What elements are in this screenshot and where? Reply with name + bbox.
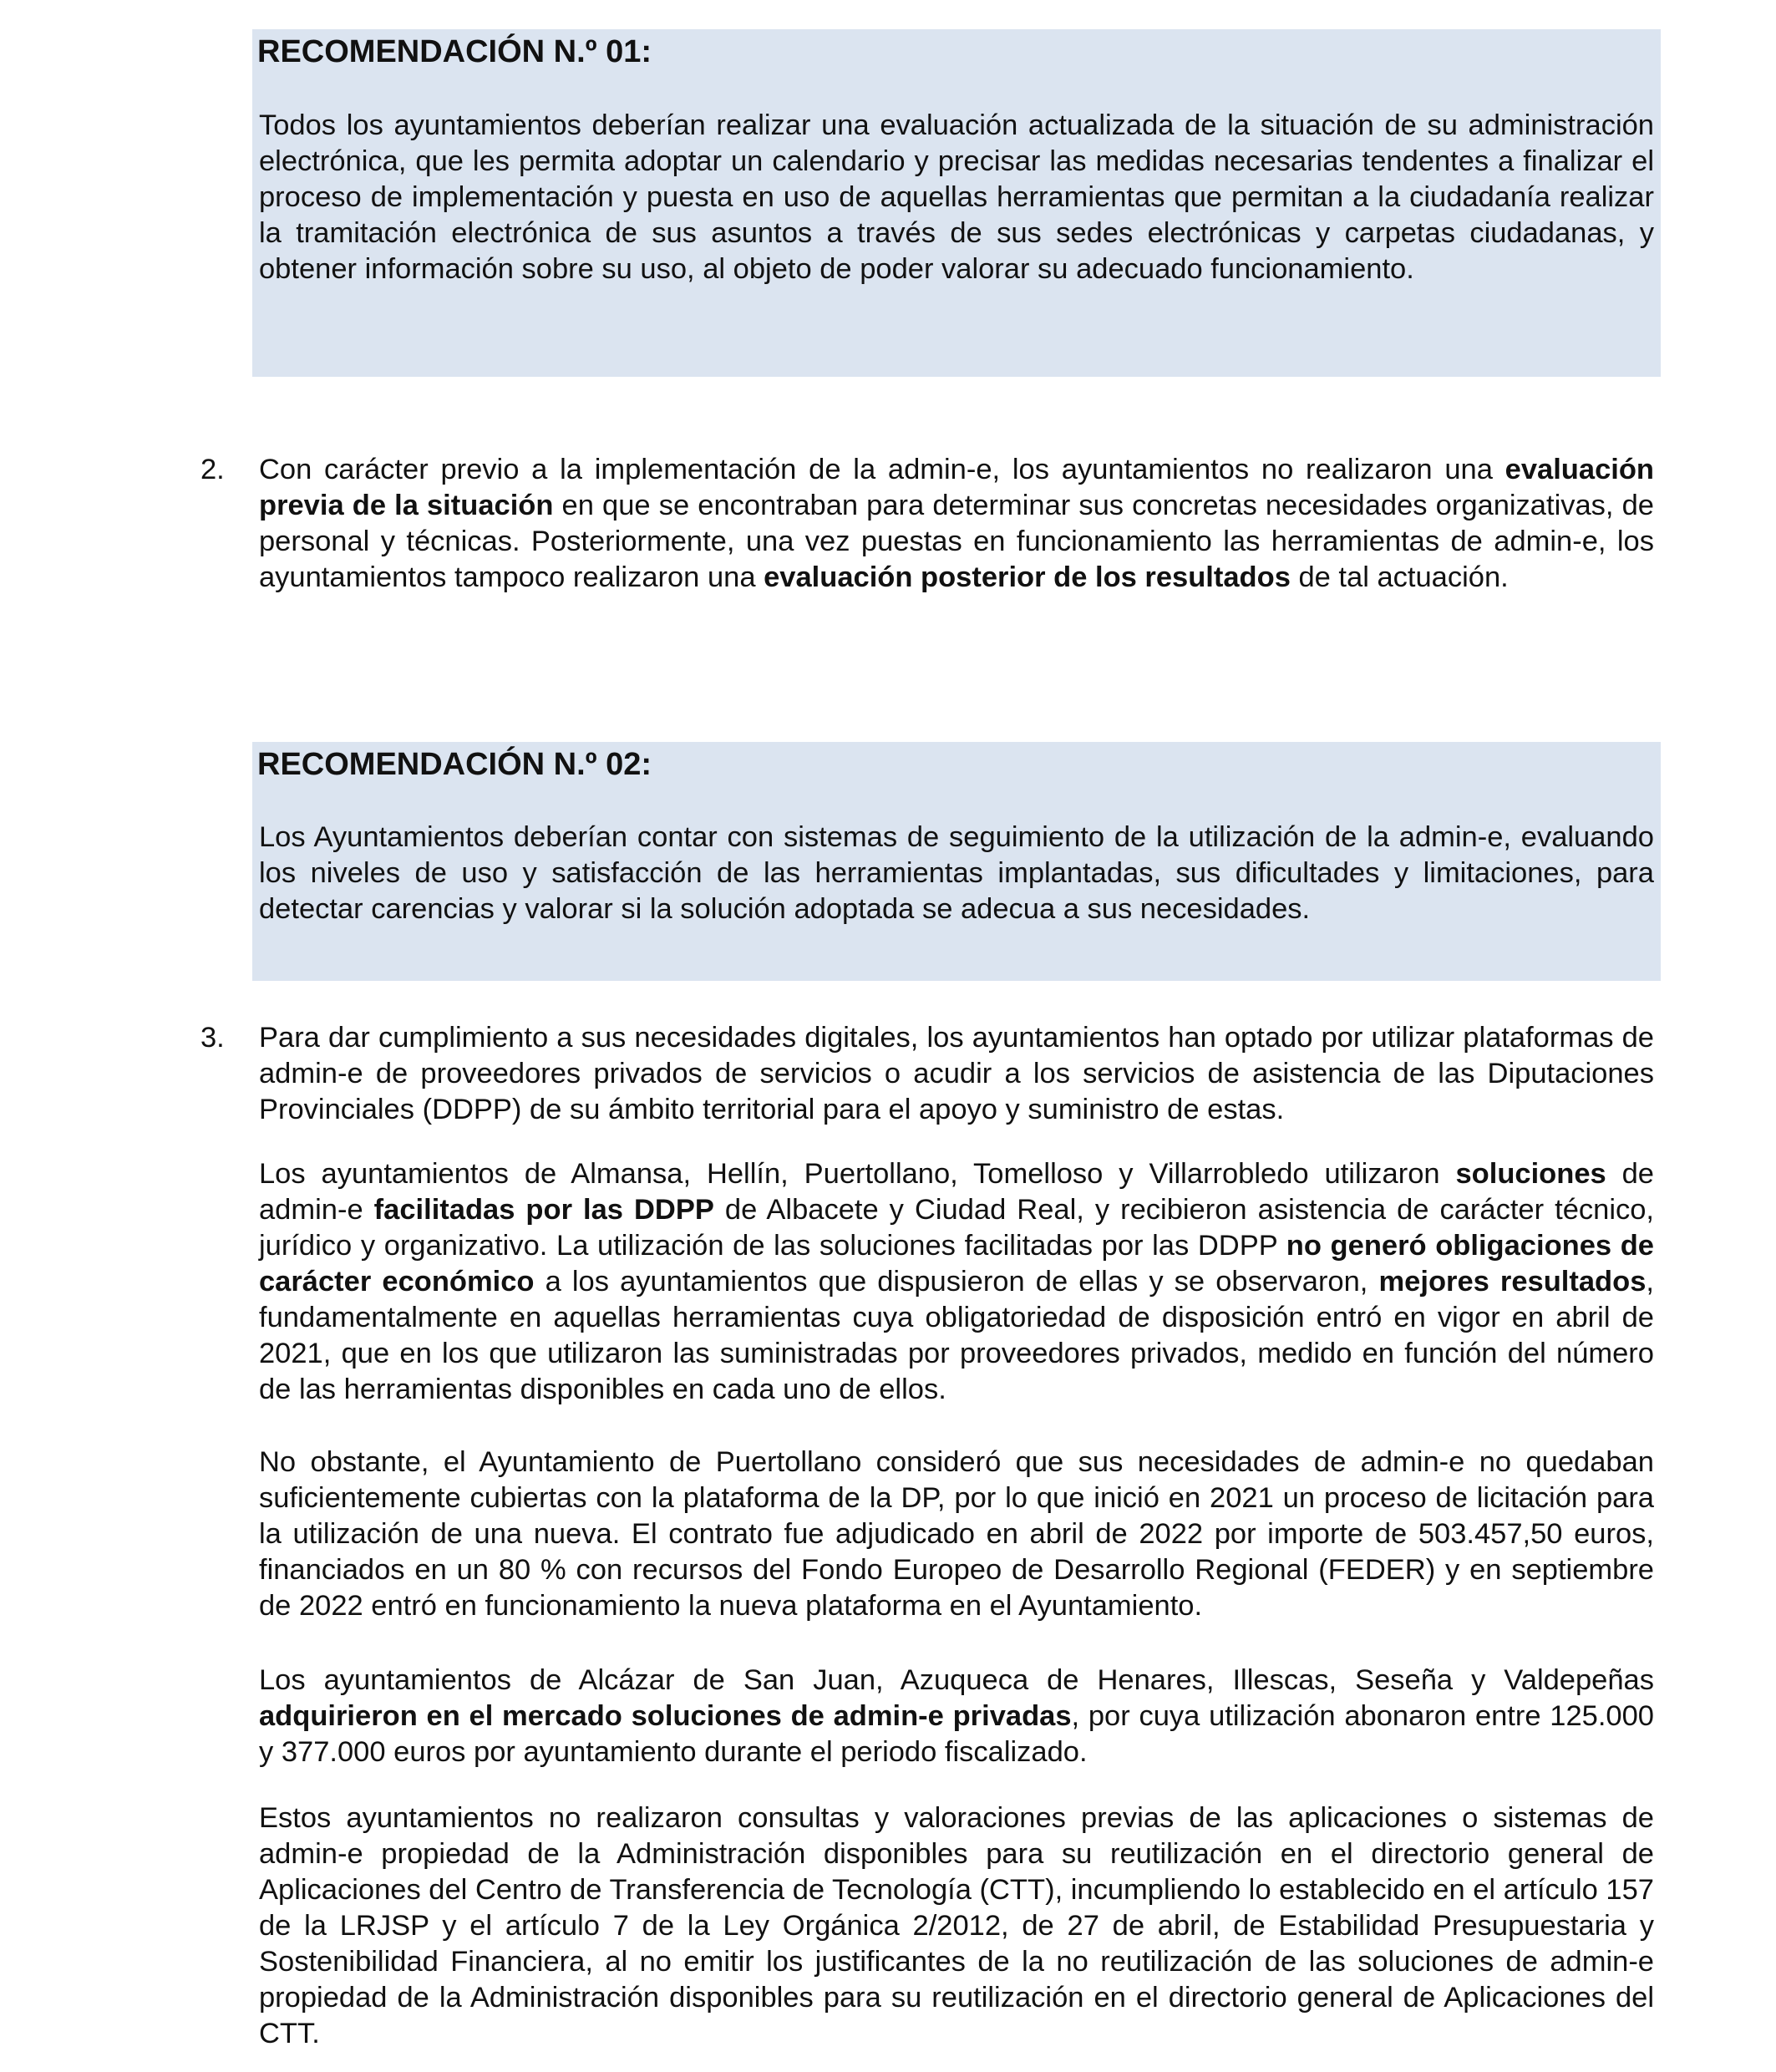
item-3-paragraph-puertollano: No obstante, el Ayuntamiento de Puertollano consideró que sus necesidades de admin-e no quedaban suficientemente cubiertas con la plataforma de la DP, por lo que inició en 2021 un proceso de licitación para la utilización de una nueva. El contrato fue adjudicado en abril de 2022 por importe de 503.457,50 euros, financiados en un 80 % con recursos del Fondo Europeo de Desarrollo Regional (FEDER) y en septiembre de 2022 entró en funcionamiento la nueva plataforma en el Ayuntamiento. [259,1446,1654,1622]
recommendation-01-body: Todos los ayuntamientos deberían realizar una evaluación actualizada de la situación de su administración electrónica, que les permita adoptar un calendario y precisar las medidas necesarias tendentes a finalizar el proceso de implementación y puesta en uso de aquellas herramientas que permitan a la ciudadanía realizar la tramitación electrónica de sus asuntos a través de sus sedes electrónicas y carpetas ciudadanas, y obtener información sobre su uso, al objeto de poder valorar su adecuado funcionamiento. [259,109,1654,285]
list-number-2: 2. [200,454,225,485]
recommendation-02-body: Los Ayuntamientos deberían contar con sistemas de seguimiento de la utilización de la admin-e, evaluando los niveles de uso y satisfacción de las herramientas implantadas, sus dificultades y limitaciones, para detectar carencias y valorar si la solución adoptada se adecua a sus necesidades. [259,821,1654,925]
text-segment: Los ayuntamientos de Almansa, Hellín, Puertollano, Tomelloso y Villarrobledo utilizaron [259,1158,1456,1190]
text-segment: en que se encontraban para determinar sus concretas necesidades organizativas, de personal y técnicas. Posteriormente, una vez puestas en funcionamiento las herramientas de admin-e, los ayuntamientos tampoco realizaron una [259,490,1654,593]
item-3-paragraph-almansa [259,1156,1654,1408]
text-segment: a los ayuntamientos que dispusieron de ellas y se observaron, [534,1266,1379,1298]
text-segment: Los ayuntamientos de Alcázar de San Juan, Azuqueca de Henares, Illescas, Seseña y Valdepeñas [259,1664,1654,1696]
bold-segment: soluciones [1455,1158,1606,1190]
bold-segment: mejores resultados [1378,1266,1647,1298]
text-segment: de admin-e [259,1158,1654,1226]
item-3-paragraph-ctt: Estos ayuntamientos no realizaron consultas y valoraciones previas de las aplicaciones o sistemas de admin-e propiedad de la Administración disponibles para su reutilización en el directorio general de Aplicaciones del Centro de Transferencia de Tecnología (CTT), incumpliendo lo establecido en el artículo 157 de la LRJSP y el artículo 7 de la Ley Orgánica 2/2012, de 27 de abril, de Estabilidad Presupuestaria y Sostenibilidad Financiera, al no emitir los justificantes de la no reutilización de las soluciones de admin-e propiedad de la Administración disponibles para su reutilización en el directorio general de Aplicaciones del CTT. [259,1802,1654,2049]
recommendation-01-title: RECOMENDACIÓN N.º 01: [257,34,652,69]
item-3-intro: Para dar cumplimiento a sus necesidades digitales, los ayuntamientos han optado por utilizar plataformas de admin-e de proveedores privados de servicios o acudir a los servicios de asistencia de las Diputaciones Provinciales (DDPP) de su ámbito territorial para el apoyo y suministro de estas. [259,1022,1654,1125]
bold-segment: adquirieron en el mercado soluciones de admin-e privadas [259,1700,1072,1732]
bold-segment: no generó obligaciones de carácter económico [259,1230,1654,1298]
text-segment: de tal actuación. [1290,561,1509,593]
text-segment: , fundamentalmente en aquellas herramientas cuya obligatoriedad de disposición entró en vigor en abril de 2021, que en los que utilizaron las suministradas por proveedores privados, medido en función del número de las herramientas disponibles en cada uno de ellos. [259,1266,1654,1405]
bold-segment: evaluación previa de la situación [259,454,1654,521]
item-2-paragraph [259,452,1654,596]
list-number-3: 3. [200,1022,225,1054]
bold-segment: facilitadas por las DDPP [373,1194,714,1226]
text-segment: Con carácter previo a la implementación de la admin-e, los ayuntamientos no realizaron una [259,454,1505,485]
recommendation-02-title: RECOMENDACIÓN N.º 02: [257,747,652,782]
text-segment: , por cuya utilización abonaron entre 125.000 y 377.000 euros por ayuntamiento durante el periodo fiscalizado. [259,1700,1654,1768]
text-segment: de Albacete y Ciudad Real, y recibieron asistencia de carácter técnico, jurídico y organizativo. La utilización de las soluciones facilitadas por las DDPP [259,1194,1655,1262]
item-3-paragraph-alcazar [259,1663,1654,1770]
bold-segment: evaluación posterior de los resultados [764,561,1291,593]
